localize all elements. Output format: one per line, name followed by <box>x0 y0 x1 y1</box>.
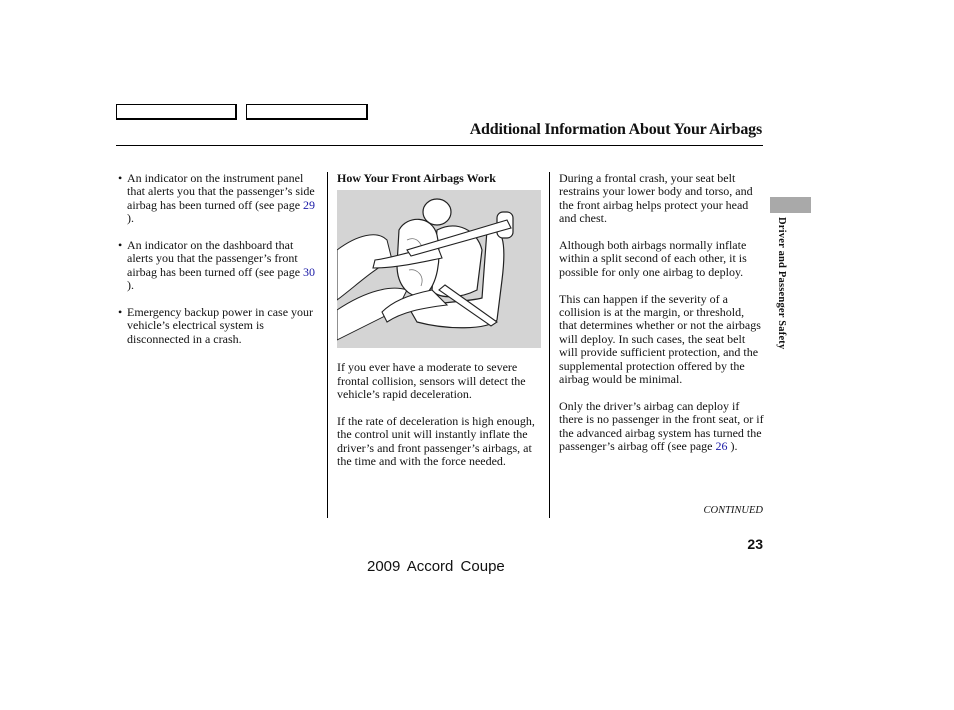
footer-model: 2009 Accord Coupe <box>367 558 505 575</box>
page-title: Additional Information About Your Airbags <box>469 121 762 138</box>
column-2 <box>337 172 543 482</box>
nav-previous-button[interactable] <box>116 104 237 120</box>
page-number: 23 <box>747 536 763 552</box>
bullet-icon: • <box>118 238 123 253</box>
list-item <box>118 306 322 346</box>
continued-label: CONTINUED <box>703 505 763 516</box>
airbag-deploy-icon <box>337 190 541 348</box>
header-rule <box>116 145 763 146</box>
bullet-icon: • <box>118 171 123 185</box>
page-link[interactable]: 26 <box>715 439 728 454</box>
column-1 <box>118 172 322 360</box>
section-heading: How Your Front Airbags Work <box>337 171 496 185</box>
paragraph: Although both airbags normally inflate within a split second of each other, it is possible for only one airbag to deploy. <box>559 238 747 279</box>
list-item: • An indicator on the instrument panel that alerts you that the passenger’s side airbag has been turned off (see page 29 ). <box>118 171 316 226</box>
column-divider <box>327 172 328 518</box>
page-link[interactable]: 29 <box>303 197 316 212</box>
list-item: • An indicator on the dashboard that alerts you that the passenger’s front airbag has been turned off (see page 30 ). <box>118 238 316 293</box>
page-link[interactable]: 30 <box>303 264 316 279</box>
section-tab[interactable] <box>770 197 811 213</box>
paragraph: If you ever have a moderate to severe frontal collision, sensors will detect the vehicle’s rapid deceleration. <box>337 360 526 402</box>
nav-next-button[interactable] <box>246 104 368 120</box>
bullet-text: Emergency backup power in case your vehicle’s electrical system is disconnected in a crash. <box>127 305 314 346</box>
bullet-text: An indicator on the instrument panel that alerts you that the passenger’s side airbag has been turned off (see page <box>127 171 315 212</box>
paragraph: Only the driver’s airbag can deploy if there is no passenger in the front seat, or if the advanced airbag system has turned the passenger’s airbag off (see page 26 ). <box>559 398 764 454</box>
bullet-text: An indicator on the dashboard that alerts you that the passenger’s front airbag has been turned off (see page <box>127 238 304 279</box>
column-3 <box>559 172 764 467</box>
bullet-icon: • <box>118 305 123 320</box>
paragraph: This can happen if the severity of a collision is at the margin, or threshold, that determines whether or not the airbags will deploy. In such cases, the seat belt will provide sufficient protection, and the supplemental protection offered by the airbag would be minimal. <box>559 291 761 387</box>
section-label: Driver and Passenger Safety <box>776 217 787 350</box>
paragraph: If the rate of deceleration is high enough, the control unit will instantly inflate the driver’s and front passenger’s airbags, at the time and with the force needed. <box>337 414 535 469</box>
column-divider <box>549 172 550 518</box>
airbag-illustration <box>337 190 541 348</box>
paragraph: During a frontal crash, your seat belt restrains your lower body and torso, and the front airbag helps protect your head and chest. <box>559 171 753 226</box>
